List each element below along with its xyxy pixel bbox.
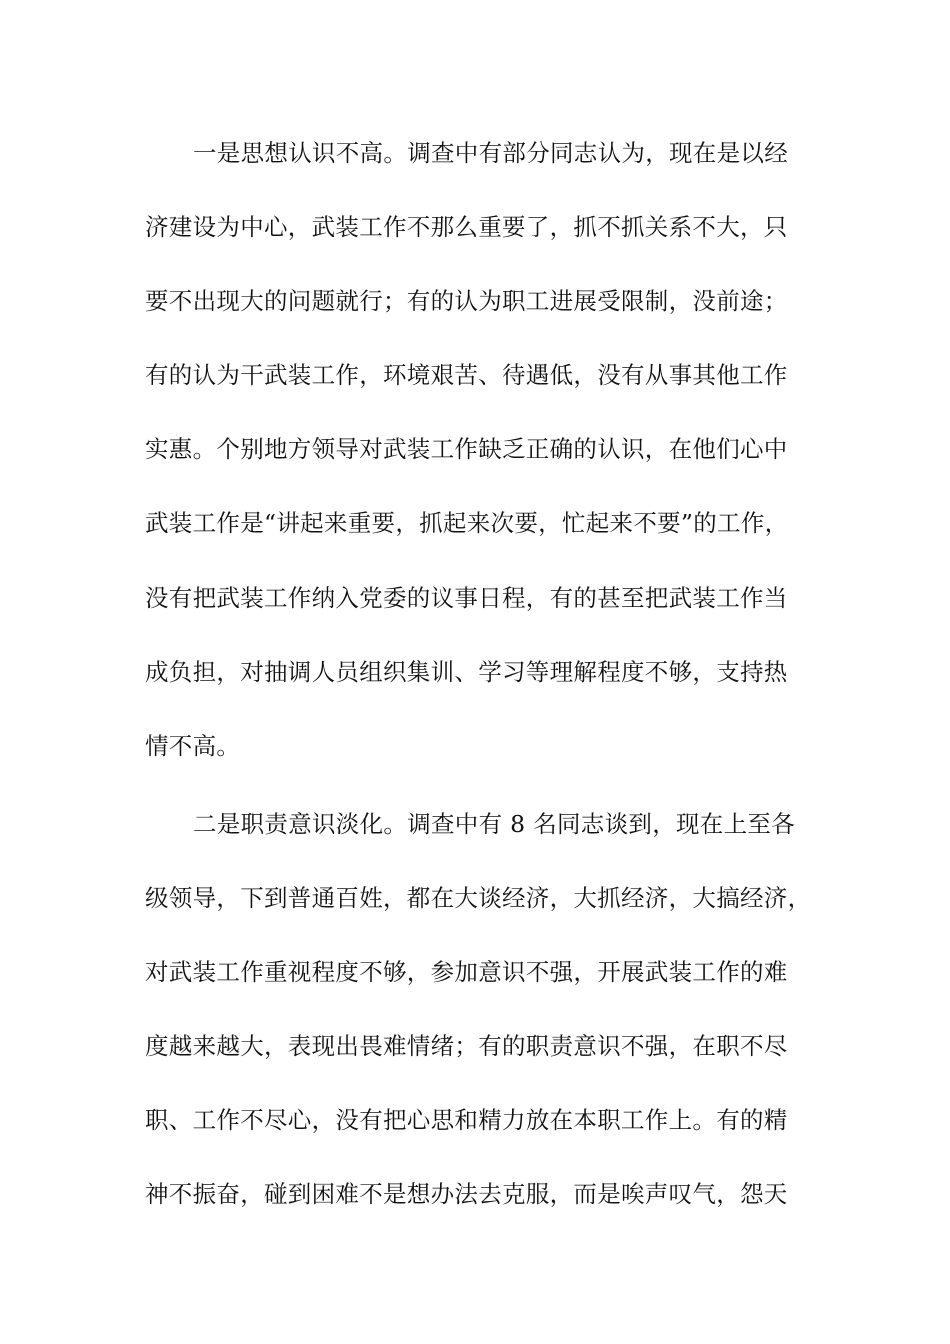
- paragraph-1-line-8: 成负担，对抽调人员组织集训、学习等理解程度不够，支持热: [145, 658, 788, 686]
- paragraph-2-line-2: 级领导，下到普通百姓，都在大谈经济，大抓经济，大搞经济，: [145, 884, 812, 912]
- paragraph-2-line-5: 职、工作不尽心，没有把心思和精力放在本职工作上。有的精: [145, 1106, 788, 1134]
- paragraph-1-line-1: 一是思想认识不高。调查中有部分同志认为，现在是以经: [193, 139, 788, 167]
- paragraph-1-line-6: 武装工作是“讲起来重要，抓起来次要，忙起来不要”的工作，: [145, 509, 789, 537]
- paragraph-1-line-9: 情不高。: [145, 732, 241, 760]
- paragraph-1-line-2: 济建设为中心，武装工作不那么重要了，抓不抓关系不大，只: [145, 213, 788, 241]
- paragraph-1-line-5: 实惠。个别地方领导对武装工作缺乏正确的认识，在他们心中: [145, 435, 788, 463]
- paragraph-2-line-4: 度越来越大，表现出畏难情绪；有的职责意识不强，在职不尽: [145, 1032, 788, 1060]
- paragraph-1-line-4: 有的认为干武装工作，环境艰苦、待遇低，没有从事其他工作: [145, 361, 788, 389]
- paragraph-1-line-3: 要不出现大的问题就行；有的认为职工进展受限制，没前途；: [145, 287, 788, 315]
- paragraph-2-line-6: 神不振奋，碰到困难不是想办法去克服，而是唉声叹气，怨天: [145, 1180, 788, 1208]
- paragraph-1-line-7: 没有把武装工作纳入党委的议事日程，有的甚至把武装工作当: [145, 584, 788, 612]
- paragraph-2-line-1: 二是职责意识淡化。调查中有 8 名同志谈到，现在上至各: [193, 810, 795, 838]
- paragraph-2-line-3: 对武装工作重视程度不够，参加意识不强，开展武装工作的难: [145, 958, 788, 986]
